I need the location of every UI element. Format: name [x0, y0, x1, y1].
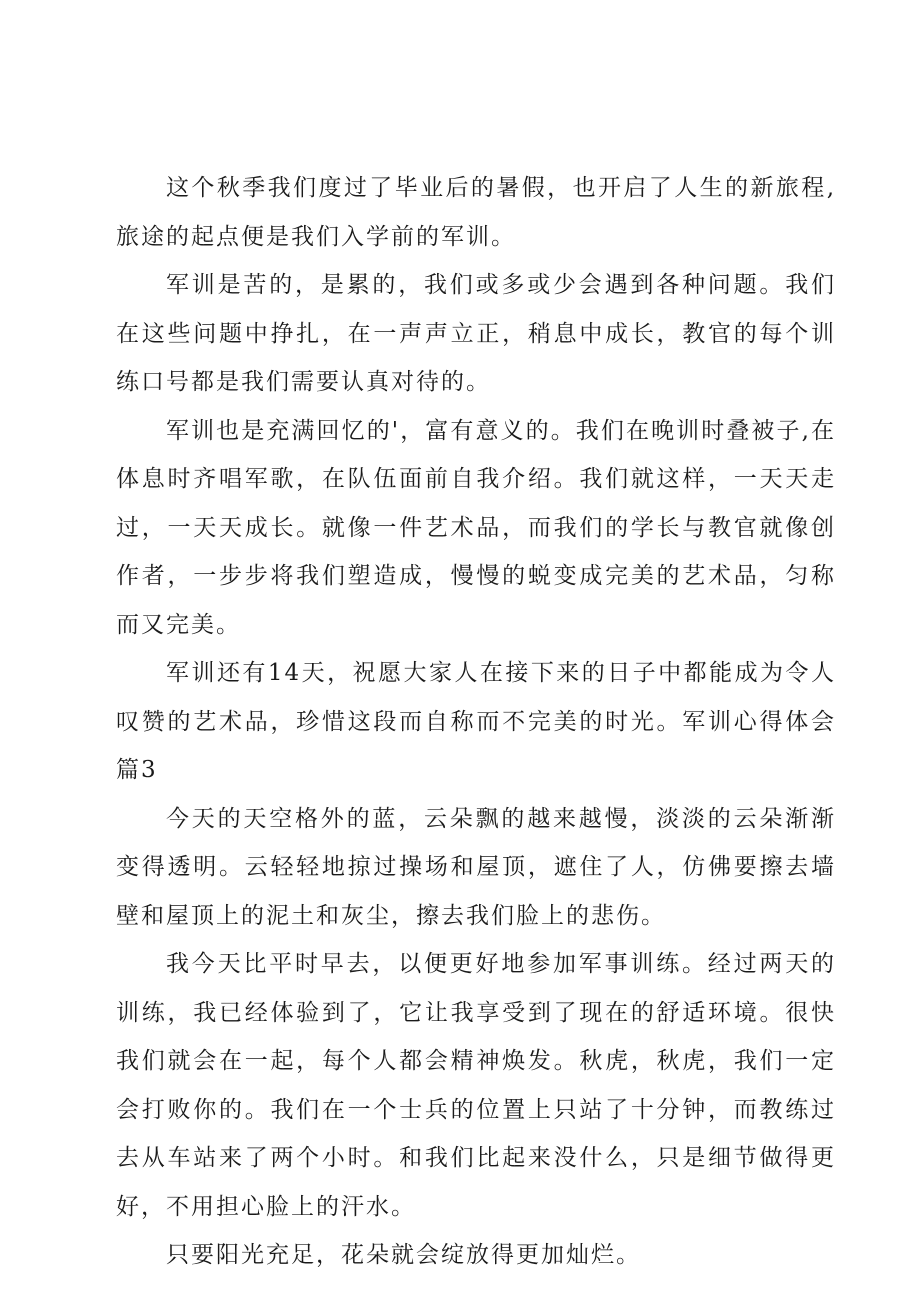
paragraph-6: 我今天比平时早去，以便更好地参加军事训练。经过两天的训练，我已经体验到了，它让我享受到了现在的舒适环境。很快我们就会在一起，每个人都会精神焕发。秋虎，秋虎，我们一定会打败你的。我们在一个士兵的位置上只站了十分钟，而教练过去从车站来了两个小时。和我们比起来没什么，只是细节做得更好，不用担心脸上的汗水。 [116, 951, 836, 1220]
paragraph-7: 只要阳光充足，花朵就会绽放得更加灿烂。 [166, 1242, 641, 1268]
paragraph-3: 军训也是充满回忆的'，富有意义的。我们在晚训时叠被子,在体息时齐唱军歌，在队伍面前自我介绍。我们就这样，一天天走过，一天天成长。就像一件艺术品，而我们的学长与教官就像创作者，一步步将我们塑造成，慢慢的蜕变成完美的艺术品，匀称而又完美。 [116, 417, 836, 638]
document-body [116, 164, 836, 1280]
paragraph-1: 这个秋季我们度过了毕业后的暑假，也开启了人生的新旅程,旅途的起点便是我们入学前的军训。 [116, 175, 836, 250]
paragraph-4: 军训还有14天，祝愿大家人在接下来的日子中都能成为令人叹赞的艺术品，珍惜这段而自称而不完美的时光。军训心得体会篇3 [116, 660, 836, 783]
paragraph-2: 军训是苦的，是累的，我们或多或少会遇到各种问题。我们在这些问题中挣扎，在一声声立正，稍息中成长，教官的每个训练口号都是我们需要认真对待的。 [116, 272, 836, 395]
paragraph-5: 今天的天空格外的蓝，云朵飘的越来越慢，淡淡的云朵渐渐变得透明。云轻轻地掠过操场和屋顶，遮住了人，仿佛要擦去墙壁和屋顶上的泥土和灰尘，擦去我们脸上的悲伤。 [116, 805, 836, 929]
